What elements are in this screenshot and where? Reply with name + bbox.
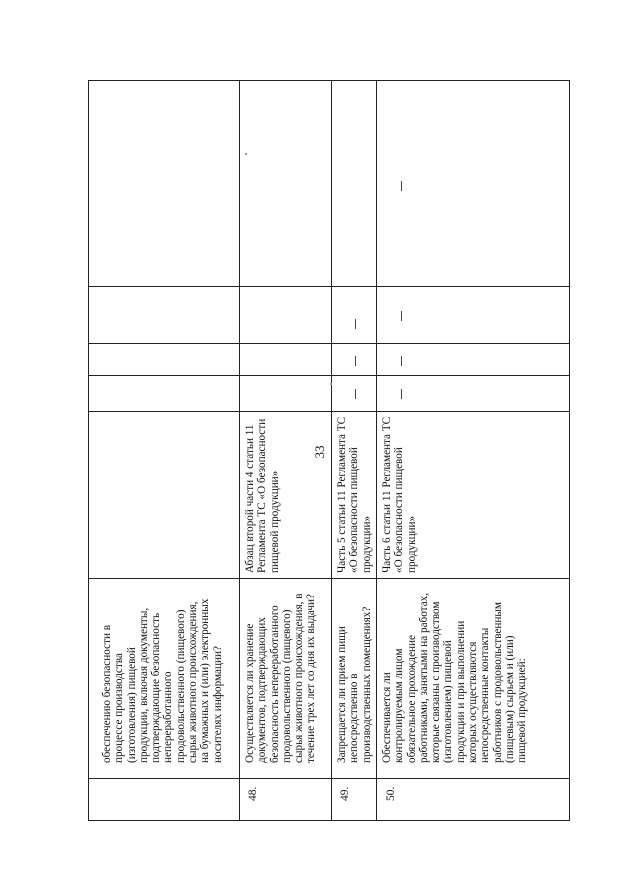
scan-speck (330, 383, 332, 385)
row-divider (331, 81, 332, 820)
row-reference: Часть 6 статьи 11 Регламента ТС «О безопасности пищевой продукции» (381, 416, 418, 573)
row-number: 48. (247, 786, 259, 801)
dash-mark (401, 181, 402, 191)
row-question: Обеспечивается ли контролируемым лицом обязательное прохождение работниками, занятыми на работах, которые связаны с производством (изготовлением) пищевой продукции и при выполнении которых осуществляются непосредственные контакты работников с продовольственным (пищевым) сырьем и (или) пищевой продукцией: (381, 592, 529, 763)
column-divider (89, 411, 569, 412)
row-number: 50. (385, 786, 397, 801)
row-number: 49. (339, 786, 351, 801)
dash-mark (355, 319, 356, 329)
dash-mark (355, 389, 356, 399)
number-column-divider (89, 778, 569, 779)
row-divider (239, 81, 240, 820)
column-divider (89, 578, 569, 579)
row-question: обеспечению безопасности в процессе производства (изготовления) пищевой продукции, включая документы, подтверждающие безопасность непереработанного продовольственного (пищевого) сырья животного происхождения, на бумажных и (или) электронных носителях информации? (101, 598, 224, 763)
dash-mark (355, 356, 356, 366)
dash-mark (401, 311, 402, 321)
row-reference: Часть 5 статьи 11 Регламента ТС «О безопасности пищевой продукции» (336, 416, 373, 573)
column-divider (89, 286, 569, 287)
dash-mark (401, 389, 402, 399)
page-number: 33 (312, 445, 327, 459)
dash-mark (401, 356, 402, 366)
row-question: Запрещается ли прием пищи непосредственно в производственных помещениях? (336, 606, 373, 763)
row-divider (376, 81, 377, 820)
column-divider (89, 375, 569, 376)
row-question: Осуществляется ли хранение документов, подтверждающих безопасность непереработанного продовольственного (пищевого) сырья животного происхождения, в течение трех лет со дня их выдачи? (244, 593, 318, 763)
row-reference: Абзац второй части 4 статьи 11 Регламента ТС «О безопасности пищевой продукции» (244, 418, 281, 573)
column-divider (89, 343, 569, 344)
checklist-table (88, 80, 570, 821)
scan-speck (245, 153, 247, 155)
